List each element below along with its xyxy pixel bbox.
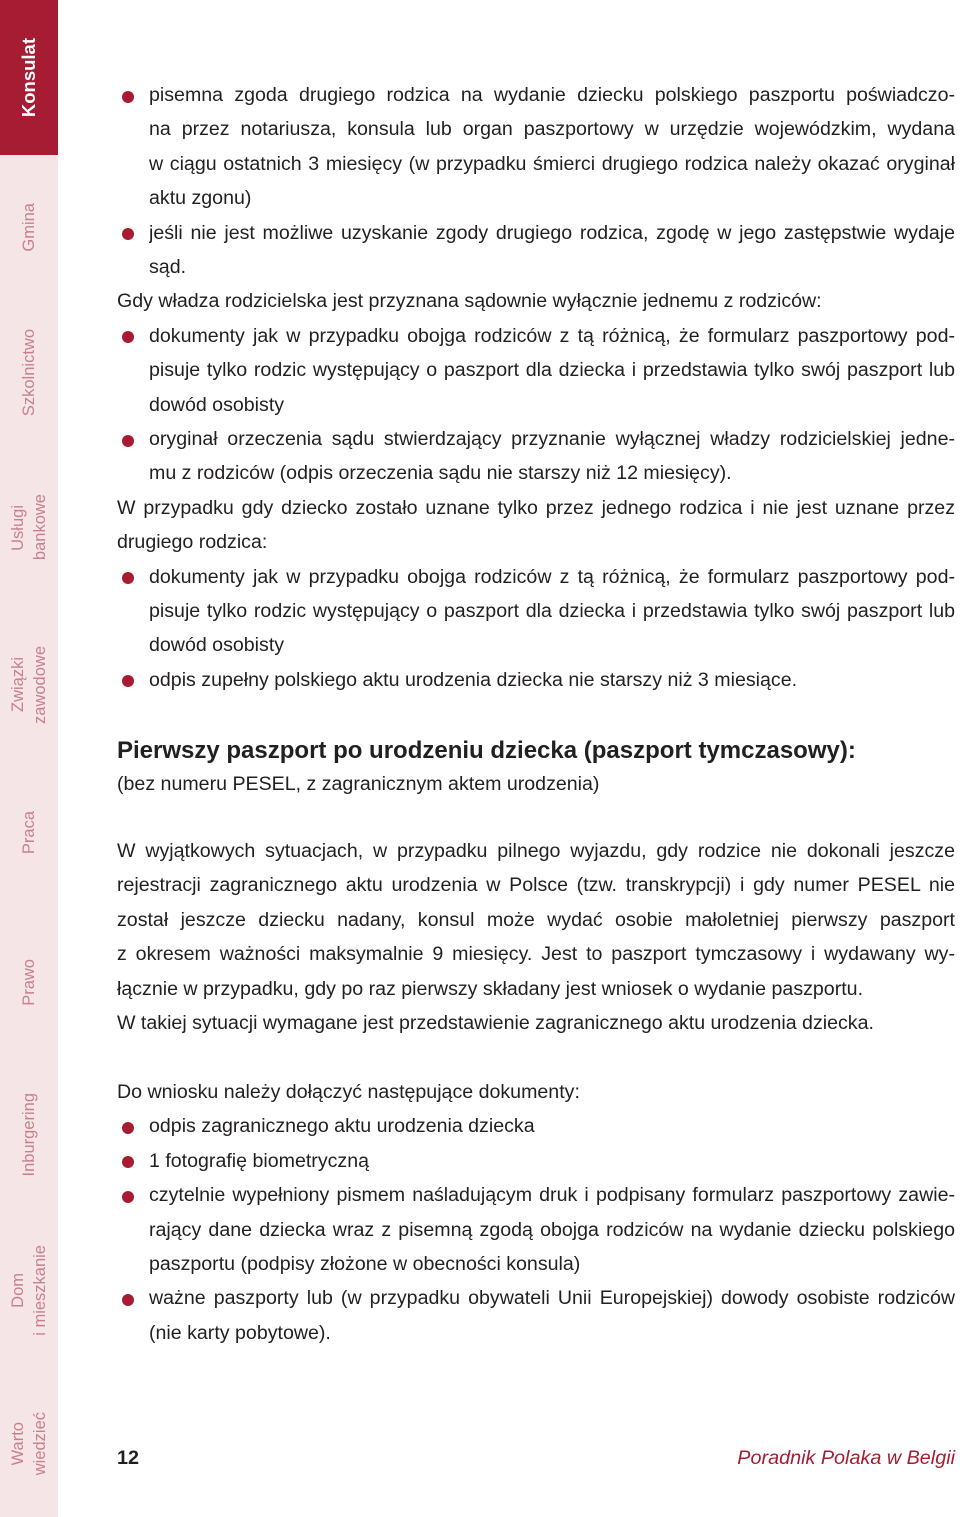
text-line: pisuje tylko rodzic występujący o paszport dla dziecka i przedstawia tylko swój paszport lub <box>149 599 955 622</box>
list-item <box>149 1144 955 1178</box>
text-line: rający dane dziecka wraz z pisemną zgodą obojga rodziców na wydanie dziecku polskiego <box>149 1218 955 1241</box>
tab-label-line-1: Dom <box>9 1272 27 1308</box>
bullet-icon <box>122 91 134 103</box>
bullet-icon <box>122 435 134 447</box>
bullet-icon <box>122 1156 134 1168</box>
text-line: czytelnie wypełniony pismem naśladującym druk i podpisany formularz paszportowy zawie- <box>149 1184 955 1207</box>
tab-label: Szkolnictwo <box>20 328 38 417</box>
list-item <box>149 1178 955 1281</box>
list-item <box>149 560 955 663</box>
temporary-passport-paragraph <box>117 834 955 1040</box>
text-line: 1 fotografię biometryczną <box>149 1149 369 1172</box>
bullet-icon <box>122 675 134 687</box>
list-item <box>149 319 955 422</box>
list-item <box>149 663 955 697</box>
sidebar-tab-uslugi-bankowe <box>0 445 58 610</box>
text-line: dowód osobisty <box>149 634 285 657</box>
sidebar-tab-szkolnictwo <box>0 300 58 445</box>
parental-consent-section <box>117 78 955 697</box>
text-line: pisuje tylko rodzic występujący o paszport dla dziecka i przedstawia tylko swój paszport lub <box>149 359 955 382</box>
tab-label-line-2: bankowe <box>31 494 49 561</box>
sidebar-tab-konsulat <box>0 0 58 155</box>
text-line: odpis zupełny polskiego aktu urodzenia dziecka nie starszy niż 3 miesiące. <box>149 668 798 691</box>
text-line: odpis zagranicznego aktu urodzenia dziecka <box>149 1115 535 1138</box>
text-line: ważne paszporty lub (w przypadku obywateli Unii Europejskiej) dowody osobiste rodziców <box>149 1287 955 1310</box>
tab-label-line-1: Usługi <box>9 504 27 551</box>
sidebar-tab-warto-wiedziec <box>0 1370 58 1517</box>
text-line: łącznie w przypadku, gdy po raz pierwszy składany jest wniosek o wydanie paszportu. <box>117 977 864 1000</box>
section-heading: Pierwszy paszport po urodzeniu dziecka (paszport tymczasowy): <box>117 737 856 764</box>
list-item <box>149 216 955 285</box>
text-line: aktu zgonu) <box>149 187 252 210</box>
sidebar-tab-praca <box>0 760 58 905</box>
bullet-icon <box>122 1191 134 1203</box>
text-line: z okresem ważności maksymalnie 9 miesięcy. Jest to paszport tymczasowy i wydawany wy- <box>117 943 955 966</box>
publication-title: Poradnik Polaka w Belgii <box>737 1447 955 1469</box>
list-item <box>149 1281 955 1350</box>
sidebar-tab-dom-i-mieszkanie <box>0 1210 58 1370</box>
text-line: dokumenty jak w przypadku obojga rodziców z tą różnicą, że formularz paszportowy pod- <box>149 324 955 347</box>
tab-label: Prawo <box>20 959 38 1006</box>
text-line: rejestracji zagranicznego aktu urodzenia w Polsce (tzw. transkrypcji) i gdy numer PESEL nie <box>117 874 955 897</box>
tab-label: Inburgering <box>20 1093 38 1177</box>
bullet-icon <box>122 228 134 240</box>
bullet-icon <box>122 1294 134 1306</box>
text-line: W wyjątkowych sytuacjach, w przypadku pilnego wyjazdu, gdy rodzice nie dokonali jeszcze <box>117 840 955 863</box>
text-line: jeśli nie jest możliwe uzyskanie zgody drugiego rodzica, zgodę w jego zastępstwie wydaje <box>149 221 955 244</box>
text-line: sąd. <box>149 256 187 279</box>
documents-intro: Do wniosku należy dołączyć następujące dokumenty: <box>117 1081 580 1104</box>
single-recognition-intro-line: W przypadku gdy dziecko zostało uznane tylko przez jednego rodzica i nie jest uznane przez <box>117 496 955 519</box>
list-item <box>149 78 955 216</box>
bullet-icon <box>122 331 134 343</box>
required-documents-section <box>117 1075 955 1350</box>
single-recognition-intro-line: drugiego rodzica: <box>117 531 268 554</box>
text-line: w ciągu ostatnich 3 miesięcy (w przypadku śmierci drugiego rodzica należy okazać oryginał <box>149 152 955 175</box>
text-line: został jeszcze dziecku nadany, konsul może wydać osobie małoletniej pierwszy paszport <box>117 908 955 931</box>
tab-label-line-1: Związki <box>9 657 27 713</box>
page-footer <box>117 1441 955 1475</box>
text-line: pisemna zgoda drugiego rodzica na wydanie dziecku polskiego paszportu poświadczo- <box>149 84 955 107</box>
text-line: paszportu (podpisy złożone w obecności konsula) <box>149 1253 581 1276</box>
sole-custody-intro: Gdy władza rodzicielska jest przyznana sądownie wyłącznie jednemu z rodziców: <box>117 290 822 313</box>
list-item <box>149 1109 955 1143</box>
sidebar-thumb-index <box>0 0 58 1517</box>
text-line: dokumenty jak w przypadku obojga rodziców z tą różnicą, że formularz paszportowy pod- <box>149 565 955 588</box>
list-item <box>149 422 955 491</box>
text-line: na przez notariusza, konsula lub organ paszportowy w urzędzie wojewódzkim, wydana <box>149 118 955 141</box>
sidebar-tab-gmina <box>0 155 58 300</box>
tab-label-line-2: zawodowe <box>31 646 49 724</box>
sidebar-tab-zwiazki-zawodowe <box>0 610 58 760</box>
text-line: mu z rodziców (odpis orzeczenia sądu nie starszy niż 12 miesięcy). <box>149 462 732 485</box>
sidebar-tab-prawo <box>0 905 58 1060</box>
text-line: W takiej sytuacji wymagane jest przedstawienie zagranicznego aktu urodzenia dziecka. <box>117 1012 874 1035</box>
text-line: (nie karty pobytowe). <box>149 1321 331 1344</box>
tab-label-line-2: wiedzieć <box>31 1411 49 1476</box>
page-number: 12 <box>117 1447 140 1469</box>
bullet-icon <box>122 1122 134 1134</box>
text-line: dowód osobisty <box>149 393 285 416</box>
bullet-icon <box>122 572 134 584</box>
tab-label: Konsulat <box>18 37 39 118</box>
text-line: oryginał orzeczenia sądu stwierdzający przyznanie wyłącznej władzy rodzicielskiej jedne- <box>149 428 955 450</box>
tab-label: Praca <box>20 810 38 855</box>
tab-label: Gmina <box>20 203 38 252</box>
section-subheading: (bez numeru PESEL, z zagranicznym aktem urodzenia) <box>117 773 600 795</box>
tab-label-line-1: Warto <box>9 1421 27 1466</box>
tab-label-line-2: i mieszkanie <box>31 1244 49 1336</box>
sidebar-tab-inburgering <box>0 1060 58 1210</box>
